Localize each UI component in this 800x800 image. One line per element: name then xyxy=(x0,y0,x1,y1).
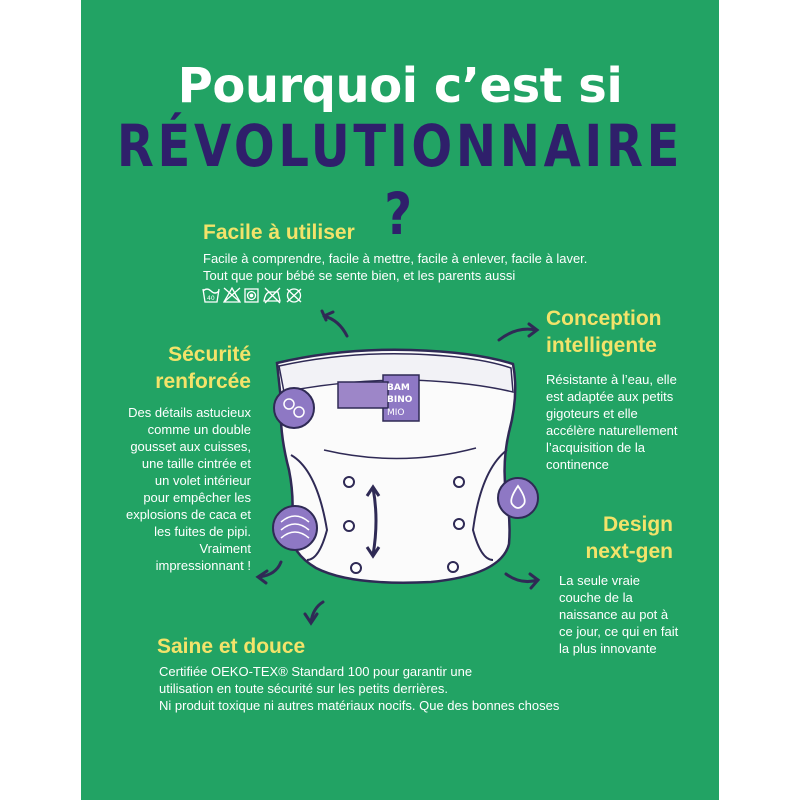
heading-design-line: Design xyxy=(602,513,673,536)
text-design-line: naissance au pot à xyxy=(559,607,669,622)
text-securite-line: Des détails astucieux xyxy=(128,405,251,420)
text-conception-line: continence xyxy=(546,457,609,472)
heading-design-line: next-gen xyxy=(585,540,673,563)
heading-facile: Facile à utiliser xyxy=(203,221,355,244)
text-facile-line: Tout que pour bébé se sente bien, et les parents aussi xyxy=(203,268,516,283)
wash-temp: 40 xyxy=(207,295,215,302)
text-securite-line: les fuites de pipi. xyxy=(154,524,251,539)
text-securite-line: un volet intérieur xyxy=(154,473,251,488)
text-design-line: ce jour, ce qui en fait xyxy=(559,624,679,639)
infographic-page xyxy=(81,0,719,800)
heading-conception-line: intelligente xyxy=(546,334,657,357)
text-conception-line: est adaptée aux petits xyxy=(546,389,674,404)
text-saine-line: Certifiée OEKO-TEX® Standard 100 pour garantir une xyxy=(159,664,473,679)
badge-water-drop-icon xyxy=(498,478,538,518)
text-securite-line: explosions de caca et xyxy=(125,507,251,522)
arrow-top-icon xyxy=(322,311,347,336)
text-conception-line: gigoteurs et elle xyxy=(546,406,638,421)
text-facile-line: Facile à comprendre, facile à mettre, facile à enlever, facile à laver. xyxy=(203,251,588,266)
title-line-2: RÉVOLUTIONNAIRE ? xyxy=(116,112,684,248)
brand-line-3: MIO xyxy=(387,408,405,418)
badge-fabric-icon xyxy=(274,388,314,428)
brand-line-2: BINO xyxy=(387,395,413,405)
text-securite-line: une taille cintrée et xyxy=(141,456,251,471)
heading-securite-line: renforcée xyxy=(155,370,251,393)
arrow-right-top-icon xyxy=(499,324,537,340)
brand-line-1: BAM xyxy=(387,383,410,393)
title-line-1: Pourquoi c’est si xyxy=(177,58,623,114)
text-conception-line: accélère naturellement xyxy=(546,423,678,438)
text-conception-line: Résistante à l’eau, elle xyxy=(546,372,677,387)
text-design-line: couche de la xyxy=(559,590,633,605)
text-securite-line: pour empêcher les xyxy=(143,490,251,505)
arrow-left-icon xyxy=(258,562,281,583)
text-saine-line: Ni produit toxique ni autres matériaux nocifs. Que des bonnes choses xyxy=(159,698,560,713)
heading-saine: Saine et douce xyxy=(157,635,306,658)
text-securite-line: gousset aux cuisses, xyxy=(130,439,251,454)
heading-securite-line: Sécurité xyxy=(168,343,251,366)
arrow-right-bottom-icon xyxy=(506,574,538,588)
text-securite-line: comme un double xyxy=(147,422,251,437)
text-design-line: la plus innovante xyxy=(559,641,657,656)
diaper-illustration xyxy=(81,0,719,800)
text-conception-line: l’acquisition de la xyxy=(546,440,646,455)
text-securite-line: Vraiment xyxy=(199,541,251,556)
heading-conception-line: Conception xyxy=(546,307,662,330)
text-design-line: La seule vraie xyxy=(559,573,640,588)
badge-gusset-icon xyxy=(273,506,317,550)
arrow-bottom-icon xyxy=(305,602,323,623)
text-saine-line: utilisation en toute sécurité sur les petits derrières. xyxy=(159,681,449,696)
text-securite-line: impressionnant ! xyxy=(155,558,251,573)
